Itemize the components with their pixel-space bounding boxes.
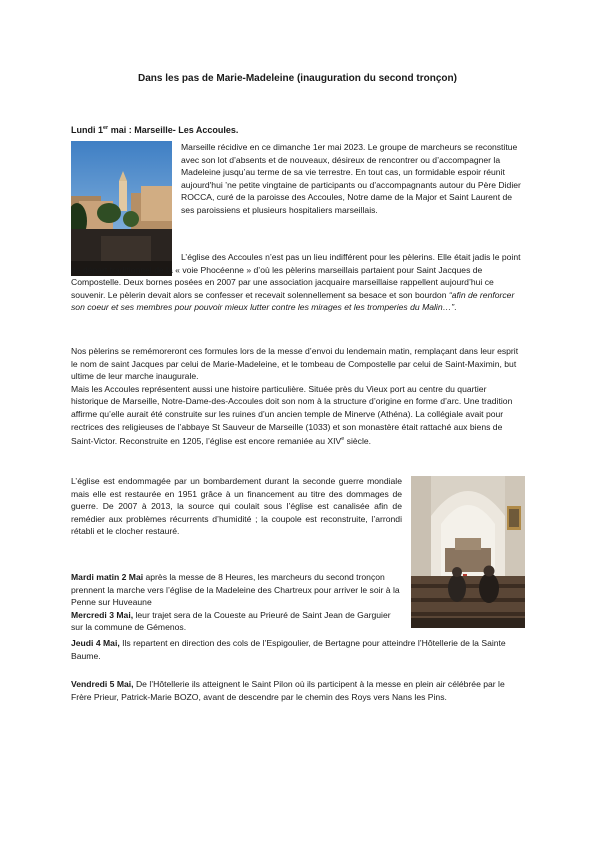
day1-paragraph-2 [71, 251, 526, 314]
day1-paragraph-3-sup: e [341, 436, 345, 443]
schedule-tuesday [71, 571, 402, 609]
day1-paragraph-4: L’église est endommagée par un bombardement durant la seconde guerre mondiale mais elle est restaurée en 1951 grâce à un financement au titre des dommages de guerre. De 2007 à 2013, la source qui coulait sous l’église est canalisée afin de remédier aux problèmes récurrents d’humidité ; la coupole est reconstruite, l’arrondi rétabli et le clocher restauré. [71, 476, 402, 537]
day1-paragraph-3b: Mais les Accoules représentent aussi une histoire particulière. Située près du Vieux port au centre du quartier historique de Marseille, Notre-Dame-des-Accoules doit son nom à la structure d’origine en forme d’arc. Une tradition affirme qu’elle aurait été construite sur les ruines d’un ancien temple de Minerve (Athéna). La collégiale avait pour rectrices des religieuses de l’abbaye St Sauveur de Marseille (1033) et son monastère était rattaché aux biens de Saint-Victor. Reconstruite en 1205, l’église est encore remaniée au XIV [71, 383, 513, 447]
schedule-thursday [71, 637, 526, 662]
wednesday-text: leur trajet sera de la Coueste au Prieuré de Saint Jean de Garguier sur la commune de Gémenos. [71, 609, 391, 633]
thursday-text: Ils repartent en direction des cols de l’Espigoulier, de Bertagne pour atteindre l’Hôtellerie de la Sainte Baume. [71, 638, 506, 661]
day1-paragraph-3a: Nos pèlerins se remémoreront ces formules lors de la messe d’envoi du lendemain matin, remplaçant dans leur esprit le nom de saint Jacques par celui de Marie-Madeleine, et le tombeau de Compostelle par celui de Saint-Maximin, but ultime de leur marche inaugurale. [71, 346, 519, 382]
day1-heading [71, 123, 238, 136]
schedule-wednesday [71, 609, 402, 634]
church-interior-illustration [411, 476, 525, 628]
day1-paragraph-3-end: siècle. [344, 436, 372, 447]
schedule-tue-wed-thu [71, 571, 402, 634]
tuesday-label: Mardi matin 2 Mai [71, 572, 144, 582]
schedule-friday [71, 678, 526, 703]
friday-text: De l’Hôtellerie ils atteignent le Saint Pilon où ils participent à la messe en plein air célébrée par le Frère Prieur, Patrick-Marie BOZO, avant de descendre par le chemin des Roys vers Nans les Pins. [71, 679, 505, 702]
church-interior-photo [411, 476, 525, 628]
day1-paragraph-2-text: L’église des Accoules n’est pas un lieu indifférent pour les pèlerins. Elle était jadis le point de départ traditionnel de la « voie Phocéenne » d’où les pèlerins marseillais partaient pour Saint Jacques de Compostelle. Deux bornes posées en 2007 par une association jacquaire marseillaise rappellent aujourd’hui ce souvenir. Le pèlerin devait alors se confesser et recevait solennellement sa besace et son bourdon [71, 252, 521, 300]
thursday-label: Jeudi 4 Mai, [71, 638, 120, 648]
day1-paragraph-3 [71, 345, 526, 448]
day1-paragraph-2-quote: “afin de renforcer son coeur et ses membres pour pouvoir mieux lutter contre les mirages et les tromperies du Malin…” [71, 289, 515, 313]
day1-heading-pre: Lundi 1 [71, 125, 103, 135]
day1-heading-post: mai : Marseille- Les Accoules. [108, 125, 239, 135]
day1-paragraph-1: Marseille récidive en ce dimanche 1er mai 2023. Le groupe de marcheurs se reconstitue avec son lot d’absents et de nouveaux, désireux de rencontrer ou d’accompagner la Madeleine jusqu’au terme de sa vie terrestre. En tout cas, un formidable espoir réunit aujourd'hui ’ne petite vingtaine de participants ou d’accompagnants autour du Père Didier ROCCA, curé de la paroisse des Accoules, Notre dame de la Major et Saint Laurent de ses paroissiens et plusieurs hospitaliers marseillais. [181, 142, 521, 215]
document-title: Dans les pas de Marie-Madeleine (inauguration du second tronçon) [138, 73, 457, 84]
friday-label: Vendredi 5 Mai, [71, 679, 134, 689]
wednesday-label: Mercredi 3 Mai, [71, 609, 134, 620]
day1-paragraph-2-end: . [454, 302, 457, 313]
tuesday-text: après la messe de 8 Heures, les marcheurs du second tronçon prennent la marche vers l’église de la Madeleine des Chartreux pour arriver le soir à la Penne sur Huveaune [71, 572, 400, 608]
day1-heading-sup: er [103, 125, 109, 131]
